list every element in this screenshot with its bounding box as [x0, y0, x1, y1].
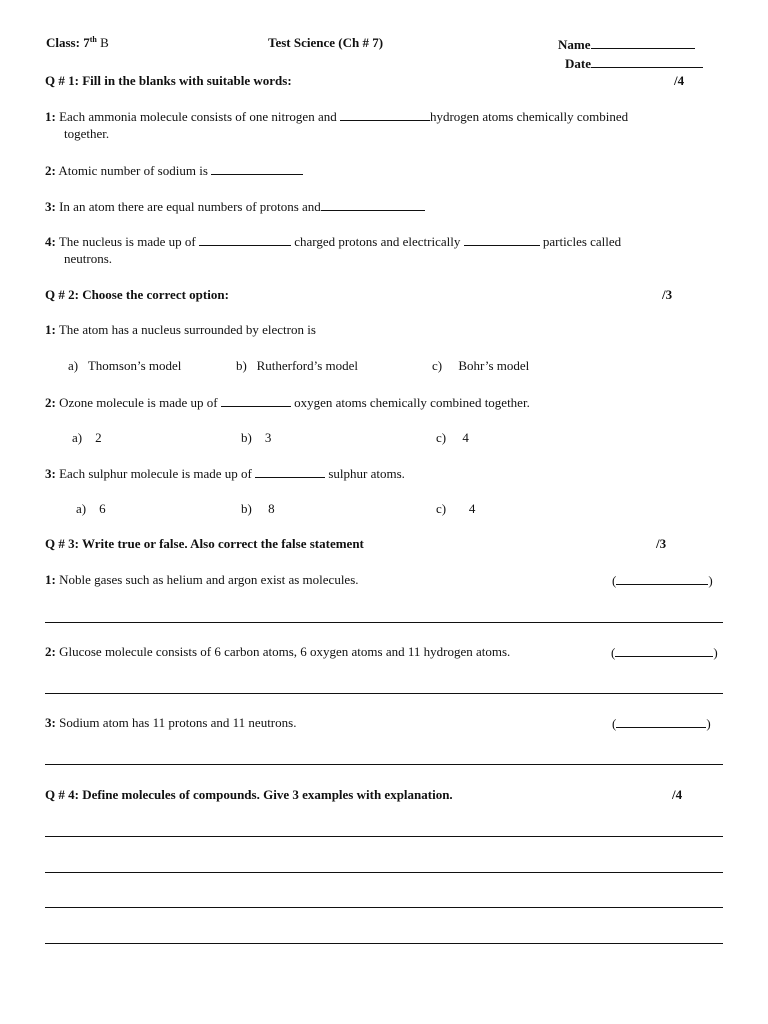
- date-field[interactable]: Date: [565, 55, 703, 72]
- q2-item-2-option-a[interactable]: a) 2: [72, 430, 102, 445]
- q2-item-1-option-b[interactable]: b) Rutherford’s model: [236, 358, 359, 373]
- q1-item-4-cont: neutrons.: [64, 251, 113, 266]
- answer-blank[interactable]: [221, 394, 291, 407]
- q3-marks: /3: [656, 536, 667, 551]
- answer-blank[interactable]: [464, 233, 540, 246]
- q3-item-1: 1: Noble gases such as helium and argon exist as molecules.: [45, 572, 359, 587]
- true-false-box[interactable]: ( ): [612, 716, 711, 731]
- answer-line[interactable]: [45, 943, 723, 944]
- answer-blank[interactable]: [616, 572, 708, 585]
- q2-item-2: 2: Ozone molecule is made up of oxygen atoms chemically combined together.: [45, 395, 530, 410]
- answer-line[interactable]: [45, 622, 723, 623]
- class-section: B: [100, 35, 109, 50]
- q1-marks: /4: [674, 73, 685, 88]
- q1-item-1-cont: together.: [64, 126, 110, 141]
- q1-item-1: 1: Each ammonia molecule consists of one nitrogen and hydrogen atoms chemically combined: [45, 109, 629, 124]
- q1-heading: Q # 1: Fill in the blanks with suitable words:: [45, 73, 292, 88]
- q2-item-3-option-c[interactable]: c) 4: [436, 501, 476, 516]
- answer-blank[interactable]: [321, 198, 425, 211]
- q2-item-3: 3: Each sulphur molecule is made up of sulphur atoms.: [45, 466, 405, 481]
- q2-item-2-option-b[interactable]: b) 3: [241, 430, 272, 445]
- answer-blank[interactable]: [615, 644, 713, 657]
- answer-line[interactable]: [45, 764, 723, 765]
- q4-heading: Q # 4: Define molecules of compounds. Give 3 examples with explanation.: [45, 787, 453, 802]
- answer-line[interactable]: [45, 693, 723, 694]
- answer-line[interactable]: [45, 907, 723, 908]
- q2-item-2-option-c[interactable]: c) 4: [436, 430, 469, 445]
- class-grade: 7th: [83, 35, 97, 50]
- class-label: Class: 7th B: [46, 35, 109, 50]
- q2-item-1: 1: The atom has a nucleus surrounded by electron is: [45, 322, 316, 337]
- q2-item-3-option-b[interactable]: b) 8: [241, 501, 275, 516]
- q2-item-3-option-a[interactable]: a) 6: [76, 501, 106, 516]
- q1-item-4: 4: The nucleus is made up of charged protons and electrically particles called: [45, 234, 622, 249]
- q2-item-1-option-c[interactable]: c) Bohr’s model: [432, 358, 530, 373]
- q3-item-3: 3: Sodium atom has 11 protons and 11 neutrons.: [45, 715, 297, 730]
- q4-marks: /4: [672, 787, 683, 802]
- q3-item-2: 2: Glucose molecule consists of 6 carbon atoms, 6 oxygen atoms and 11 hydrogen atoms.: [45, 644, 511, 659]
- answer-line[interactable]: [45, 872, 723, 873]
- name-field[interactable]: Name: [558, 36, 695, 53]
- q1-item-3: 3: In an atom there are equal numbers of protons and: [45, 198, 425, 215]
- answer-blank[interactable]: [199, 233, 291, 246]
- q2-marks: /3: [662, 287, 673, 302]
- q2-heading: Q # 2: Choose the correct option:: [45, 287, 229, 302]
- answer-line[interactable]: [45, 836, 723, 837]
- answer-blank[interactable]: [255, 465, 325, 478]
- name-blank[interactable]: [591, 36, 695, 49]
- answer-blank[interactable]: [340, 108, 430, 121]
- q2-item-1-option-a[interactable]: a) Thomson’s model: [68, 358, 182, 373]
- date-blank[interactable]: [591, 55, 703, 68]
- page-title: Test Science (Ch # 7): [268, 35, 384, 50]
- answer-blank[interactable]: [616, 715, 706, 728]
- true-false-box[interactable]: ( ): [612, 573, 713, 588]
- q1-item-2: 2: Atomic number of sodium is: [45, 162, 303, 179]
- answer-blank[interactable]: [211, 162, 303, 175]
- true-false-box[interactable]: ( ): [611, 645, 718, 660]
- q3-heading: Q # 3: Write true or false. Also correct the false statement: [45, 536, 364, 551]
